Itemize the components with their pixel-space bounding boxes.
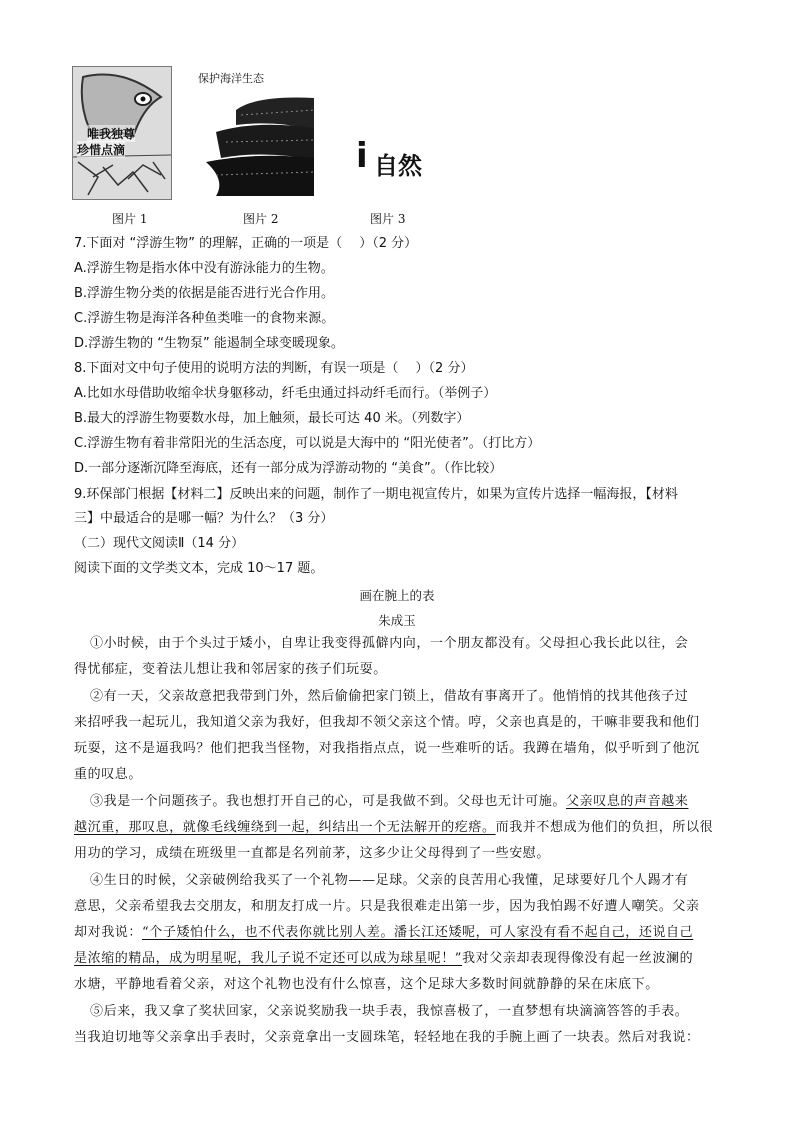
poster-1-text-line2: 珍惜点滴 xyxy=(77,143,126,157)
question-7-option-a: A.浮游生物是指水体中没有游泳能力的生物。 xyxy=(74,261,334,276)
question-7: 7.下面对 “浮游生物” 的理解，正确的一项是（ ）（2 分） xyxy=(74,236,418,251)
paragraph-3-line-2 xyxy=(74,819,713,837)
paragraph-4-line-4 xyxy=(74,950,693,968)
question-7-option-b: B.浮游生物分类的依据是能否进行光合作用。 xyxy=(74,286,335,301)
article-author: 朱成玉 xyxy=(378,613,416,628)
question-9-line-2: 三】中最适合的是哪一幅？为什么？（3 分） xyxy=(74,511,334,526)
paragraph-4-line-1: ④生日的时候，父亲破例给我买了一个礼物——足球。父亲的良苦用心我懂，足球要好几个人踢才有 xyxy=(90,873,689,888)
paragraph-3-line-1 xyxy=(90,793,688,811)
ocean-waves-drawing xyxy=(196,70,316,198)
question-8: 8.下面对文中句子使用的说明方法的判断，有误一项是（ ）（2 分） xyxy=(74,361,474,376)
caption-figure-1: 图片 1 xyxy=(112,212,148,226)
paragraph-2-line-4: 重的叹息。 xyxy=(74,767,143,782)
paragraph-4-underlined-quote-cont: 是浓缩的精品，成为明星呢，我儿子说不定还可以成为球星呢！” xyxy=(74,951,463,966)
paragraph-3-line-3: 用功的学习，成绩在班级里一直都是名列前茅，这多少让父母得到了一些安慰。 xyxy=(74,846,551,861)
paragraph-2-line-1: ②有一天，父亲故意把我带到门外，然后偷偷把家门锁上，借故有事离开了。他悄悄的找其他孩子过 xyxy=(90,689,689,704)
paragraph-4-underlined-quote: “个子矮怕什么，也不代表你就比别人差。潘长江还矮呢，可人家没有看不起自己，还说自己 xyxy=(142,925,694,940)
paragraph-3-text: ③我是一个问题孩子。我也想打开自己的心，可是我做不到。父母也无计可施。 xyxy=(90,794,567,809)
question-8-option-c: C.浮游生物有着非常阳光的生活态度，可以说是大海中的 “阳光使者”。（打比方） xyxy=(74,436,541,451)
poster-3-chars: 自然 xyxy=(374,151,422,180)
paragraph-1-line-1: ①小时候，由于个头过于矮小，自卑让我变得孤僻内向，一个朋友都没有。父母担心我长此以往，会 xyxy=(90,636,689,651)
paragraph-4-line-5: 水塘，平静地看着父亲，对这个礼物也没有什么惊喜，这个足球大多数时间就静静的呆在床底下。 xyxy=(74,977,659,992)
poster-2-title: 保护海洋生态 xyxy=(198,72,264,85)
poster-image-2 xyxy=(196,70,316,198)
paragraph-4-text: 却对我说： xyxy=(74,925,143,940)
paragraph-2-line-2: 来招呼我一起玩儿，我知道父亲为我好，但我却不领父亲这个情。哼，父亲也真是的，干嘛非要我和他们 xyxy=(74,715,700,730)
question-9-line-1: 9.环保部门根据【材料二】反映出来的问题，制作了一期电视宣传片，如果为宣传片选择一幅海报，【材料 xyxy=(74,487,678,502)
paragraph-3-underlined-sentence-cont: 越沉重，那叹息，就像毛线缠绕到一起，纠结出一个无法解开的疙瘩。 xyxy=(74,820,496,835)
paragraph-4-line-3 xyxy=(74,924,693,942)
poster-1-text-line1: 唯我独尊 xyxy=(87,127,136,141)
paragraph-4-text-cont: 我对父亲却表现得像没有起一丝波澜的 xyxy=(462,951,694,966)
question-8-option-b: B.最大的浮游生物要数水母，加上触须，最长可达 40 米。（列数字） xyxy=(74,411,470,426)
article-title: 画在腕上的表 xyxy=(359,588,435,603)
paragraph-4-line-2: 意思，父亲希望我去交朋友，和朋友打成一片。只是我很难走出第一步，因为我怕踢不好遭人嘲笑。父亲 xyxy=(74,899,700,914)
paragraph-5-line-1: ⑤后来，我又拿了奖状回家，父亲说奖励我一块手表，我惊喜极了，一直梦想有块滴滴答答的手表。 xyxy=(90,1004,689,1019)
question-7-option-c: C.浮游生物是海洋各种鱼类唯一的食物来源。 xyxy=(74,311,335,326)
paragraph-3-underlined-sentence: 父亲叹息的声音越来 xyxy=(566,794,689,809)
caption-figure-2: 图片 2 xyxy=(243,212,279,226)
poster-image-1 xyxy=(72,66,172,200)
question-7-option-d: D.浮游生物的 “生物泵” 能遏制全球变暖现象。 xyxy=(74,336,344,351)
caption-figure-3: 图片 3 xyxy=(370,212,406,226)
reading-instruction: 阅读下面的文学类文本，完成 10～17 题。 xyxy=(74,561,324,576)
paragraph-3-text-cont: 而我并不想成为他们的负担，所以很 xyxy=(495,820,714,835)
paragraph-1-line-2: 得忧郁症，变着法儿想让我和邻居家的孩子们玩耍。 xyxy=(74,662,387,677)
poster-3-letter-i: i xyxy=(356,136,368,176)
paragraph-2-line-3: 玩耍，这不是逼我吗？他们把我当怪物，对我指指点点，说一些难听的话。我蹲在墙角，似乎听到了他沉 xyxy=(74,741,700,756)
paragraph-5-line-2: 当我迫切地等父亲拿出手表时，父亲竟拿出一支圆珠笔，轻轻地在我的手腕上画了一块表。然后对我说： xyxy=(74,1030,700,1045)
question-8-option-a: A.比如水母借助收缩伞状身躯移动，纤毛虫通过抖动纤毛而行。（举例子） xyxy=(74,386,497,401)
question-8-option-d: D.一部分逐渐沉降至海底，还有一部分成为浮游动物的 “美食”。（作比较） xyxy=(74,461,503,476)
poster-image-3 xyxy=(330,66,445,198)
section-heading: （二）现代文阅读Ⅱ（14 分） xyxy=(74,536,245,551)
